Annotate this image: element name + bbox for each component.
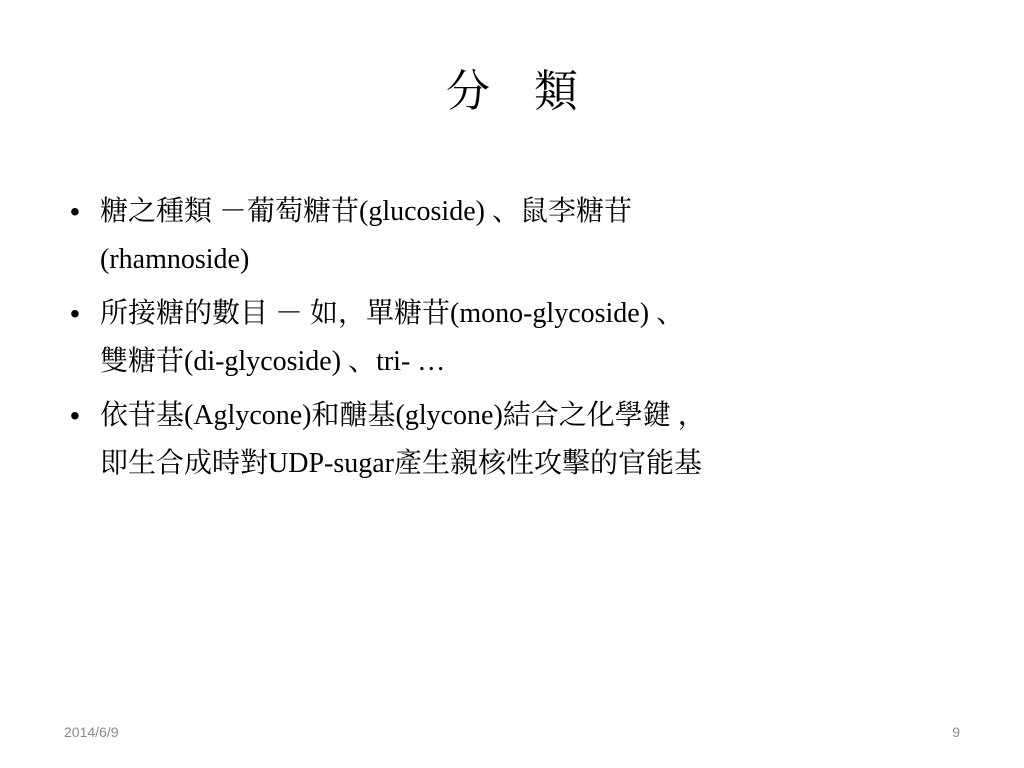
bullet-text-line-2: (rhamnoside) xyxy=(100,244,250,275)
bullet-text-line-1: 依苷基(Aglycone)和醣基(glycone)結合之化學鍵 ， xyxy=(100,400,706,431)
footer-date: 2014/6/9 xyxy=(64,724,119,740)
bullet-marker: • xyxy=(70,400,80,431)
bullet-text-line-2: 雙糖苷(di-glycoside) 、tri- … xyxy=(100,346,446,377)
bullet-item-sugar-types xyxy=(70,188,970,284)
bullet-text-line-1: 所接糖的數目 － 如，單糖苷(mono-glycoside) 、 xyxy=(100,298,685,329)
bullet-item-aglycone-bond xyxy=(70,392,970,488)
bullet-item-sugar-count xyxy=(70,290,970,386)
bullet-list xyxy=(70,188,970,494)
footer-page-number: 9 xyxy=(952,724,960,740)
bullet-marker: • xyxy=(70,298,80,329)
bullet-text-line-1: 糖之種類 －葡萄糖苷(glucoside) 、鼠李糖苷 xyxy=(100,196,632,227)
bullet-marker: • xyxy=(70,196,80,227)
bullet-text-line-2: 即生合成時對UDP-sugar產生親核性攻擊的官能基 xyxy=(100,448,702,479)
slide-title: 分 類 xyxy=(446,66,578,117)
